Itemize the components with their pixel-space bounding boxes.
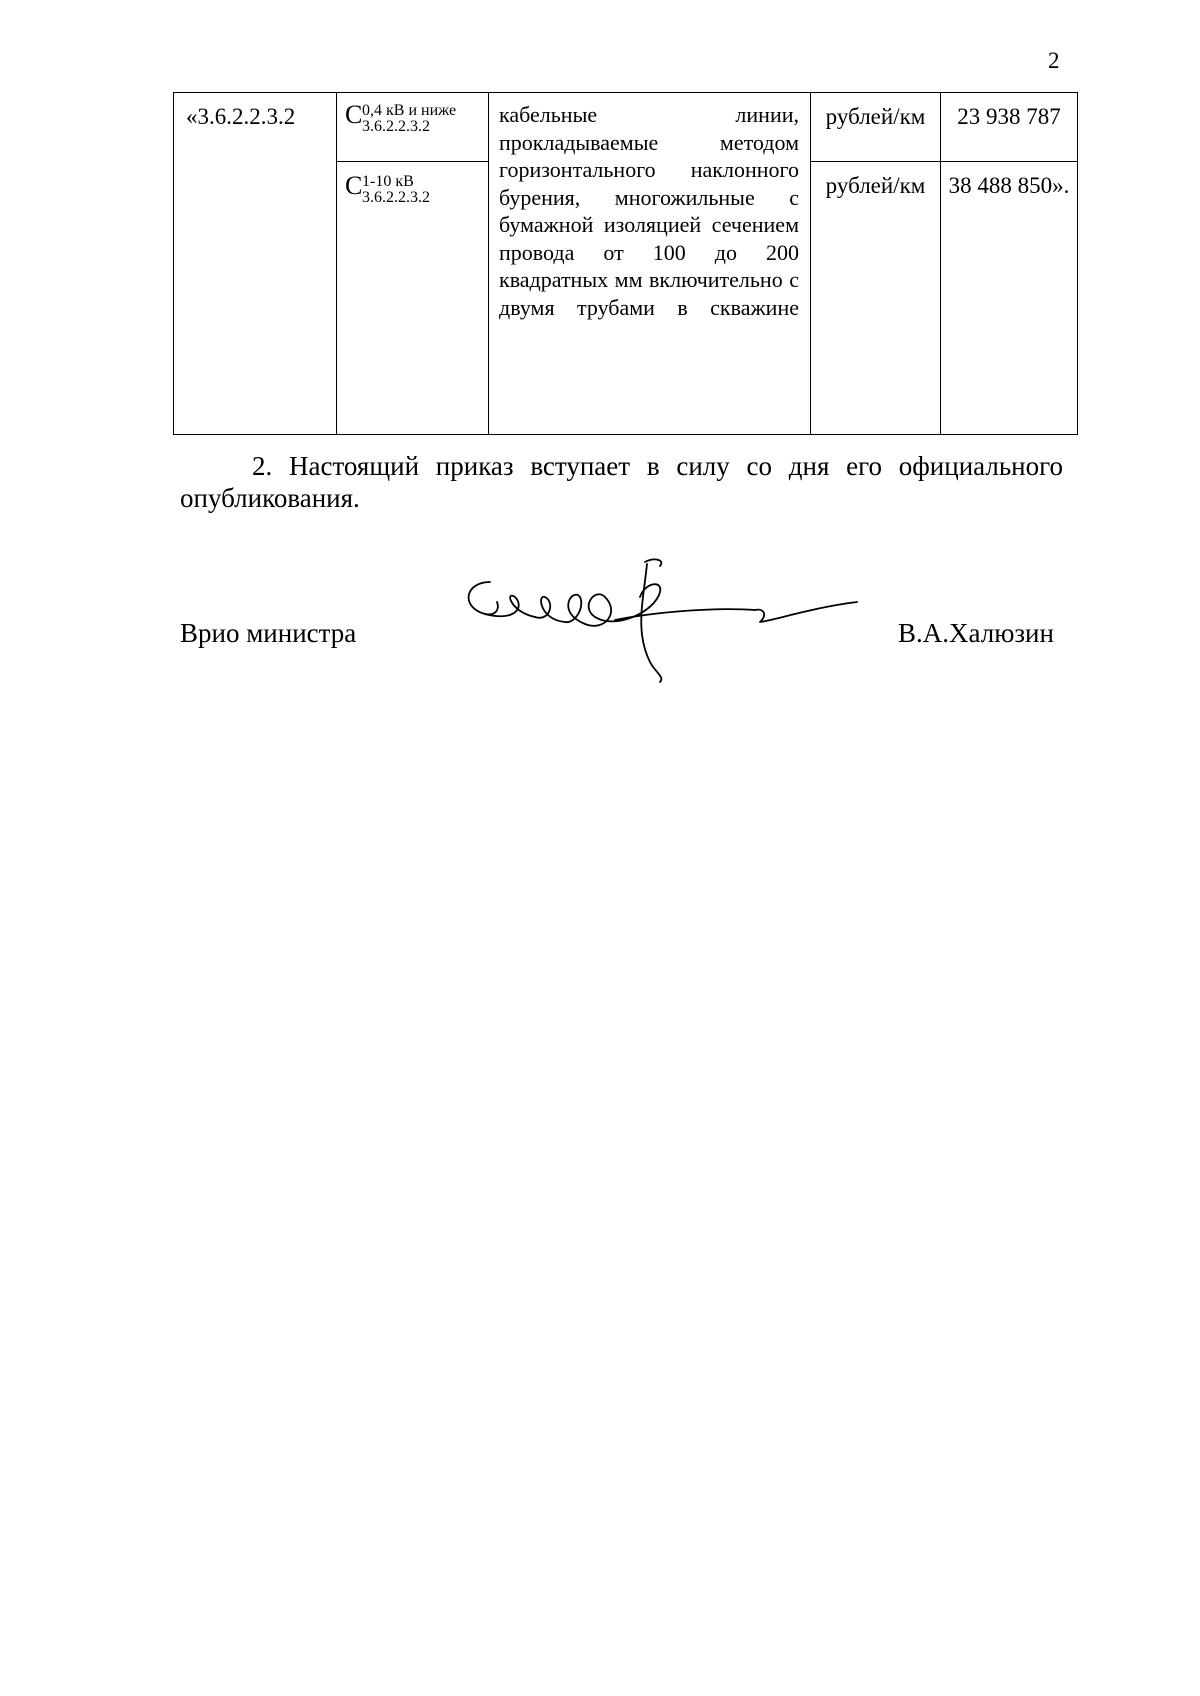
value-cell <box>941 93 1078 162</box>
unit-cell <box>811 93 941 162</box>
description-cell <box>489 93 811 435</box>
effective-date-paragraph: 2. Настоящий приказ вступает в силу со дня его официального опубликования. <box>180 451 1063 513</box>
symbol-cell <box>337 162 489 435</box>
rate-symbol <box>345 171 430 206</box>
value-text: 38 488 850». <box>948 173 1070 198</box>
table-row <box>174 93 1078 162</box>
symbol-base: C <box>345 171 363 200</box>
unit-cell <box>811 162 941 435</box>
symbol-superscript: 0,4 кВ и ниже <box>362 102 457 119</box>
unit-text: рублей/км <box>825 104 926 129</box>
symbol-cell <box>337 93 489 162</box>
symbol-subscript: 3.6.2.2.3.2 <box>362 118 430 135</box>
signer-role: Врио министра <box>180 618 357 648</box>
tariff-table <box>173 92 1078 435</box>
symbol-superscript: 1-10 кВ <box>362 173 414 190</box>
value-cell <box>941 162 1078 435</box>
page-number: 2 <box>1048 48 1060 73</box>
value-text: 23 938 787 <box>957 104 1061 129</box>
rate-symbol <box>345 100 457 135</box>
unit-text: рублей/км <box>825 173 926 198</box>
symbol-subscript: 3.6.2.2.3.2 <box>362 189 430 206</box>
handwritten-signature <box>455 552 875 692</box>
item-code: «3.6.2.2.3.2 <box>186 104 296 129</box>
symbol-base: C <box>345 100 363 129</box>
item-code-cell <box>174 93 337 435</box>
description-text: кабельные линии, прокладываемые методом горизонтального наклонного бурения, многожильные с бумажной изоляцией сечением провода от 100 до 200 квадратных мм включительно с двумя трубами в скважине <box>499 102 799 320</box>
signer-name: В.А.Халюзин <box>898 618 1054 648</box>
